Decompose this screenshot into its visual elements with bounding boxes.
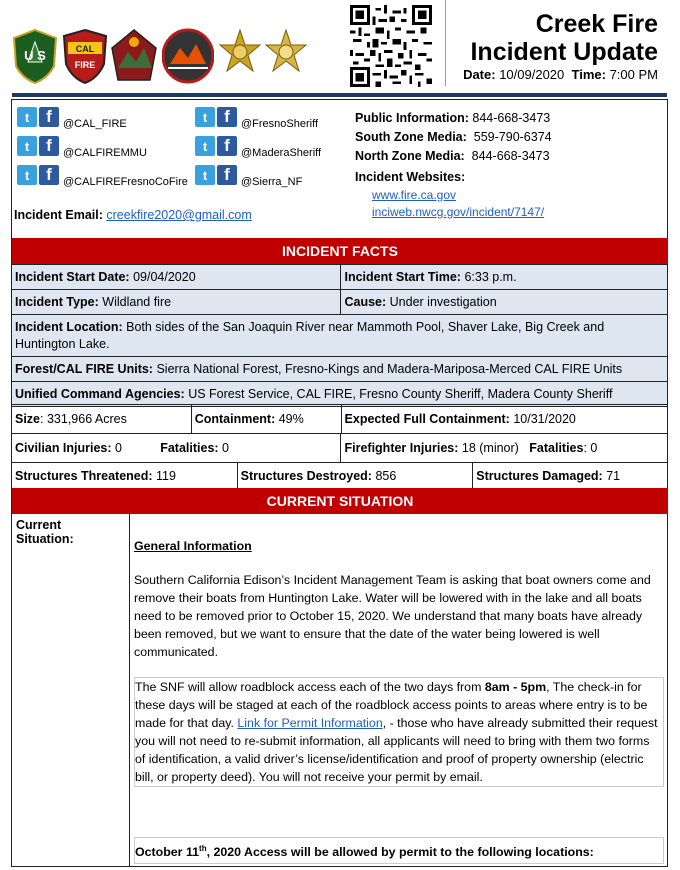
time-value: 7:00 PM — [609, 67, 658, 82]
structures-table — [11, 462, 668, 490]
email-label: Incident Email: — [14, 208, 103, 222]
north-zone-value: 844-668-3473 — [471, 149, 550, 163]
civilian-injuries-label: Civilian Injuries: — [15, 441, 112, 455]
firefighter-injuries-label: Firefighter Injuries: — [344, 441, 459, 455]
website-link-inciweb[interactable] — [372, 205, 544, 219]
social-handle: @CAL_FIRE — [63, 118, 127, 130]
incident-type-label: Incident Type: — [15, 295, 99, 309]
social-calfire-fresno[interactable] — [17, 162, 188, 188]
units-cell — [12, 357, 668, 382]
social-calfiremmu[interactable] — [17, 133, 147, 159]
twitter-icon[interactable]: t — [17, 165, 37, 185]
social-sierra-nf[interactable] — [195, 162, 302, 188]
agency-logos — [12, 28, 312, 86]
size-label: Size — [15, 412, 41, 426]
incident-type-value: Wildland fire — [102, 295, 172, 309]
website-link-text[interactable]: www.fire.ca.gov — [372, 188, 457, 202]
document-subtitle: Incident Update — [470, 38, 658, 66]
facebook-icon[interactable]: f — [39, 165, 59, 185]
south-zone-value: 559-790-6374 — [473, 130, 552, 144]
permit-information-link[interactable]: Link for Permit Information — [237, 716, 383, 730]
structures-destroyed-label: Structures Destroyed: — [240, 469, 372, 483]
location-cell — [12, 315, 668, 357]
start-time-value: 6:33 p.m. — [464, 270, 517, 284]
units-label: Forest/CAL FIRE Units: — [15, 362, 153, 376]
structures-threatened-value: 119 — [156, 469, 176, 483]
civilian-fatalities-value: 0 — [222, 441, 229, 455]
social-handle: @FresnoSheriff — [241, 118, 318, 130]
north-zone-label: North Zone Media: — [355, 149, 465, 163]
sheriff-star-badge-2-icon — [264, 28, 308, 78]
general-information-heading: General Information — [134, 539, 252, 553]
social-handle: @Sierra_NF — [241, 176, 303, 188]
contact-numbers — [355, 109, 552, 166]
para2-hours: 8am - 5pm — [484, 680, 547, 694]
size-value: : 331,966 Acres — [40, 412, 127, 426]
units-value: Sierra National Forest, Fresno-Kings and Madera-Mariposa-Merced CAL FIRE Units — [156, 362, 623, 376]
svg-text:FIRE: FIRE — [74, 60, 96, 70]
situation-label-line1: Current — [16, 518, 62, 532]
start-time-cell — [341, 265, 668, 290]
size-cell — [12, 405, 192, 434]
public-info-value: 844-668-3473 — [472, 111, 551, 125]
agencies-label: Unified Command Agencies: — [15, 387, 185, 401]
incident-websites-label: Incident Websites: — [355, 170, 466, 184]
full-containment-cell — [341, 405, 667, 434]
svg-text:U S: U S — [24, 48, 46, 63]
incident-email — [14, 208, 252, 222]
start-date-label: Incident Start Date: — [15, 270, 130, 284]
website-link-fire-ca-gov[interactable] — [372, 188, 456, 202]
email-link[interactable]: creekfire2020@gmail.com — [106, 208, 252, 222]
full-containment-value: 10/31/2020 — [513, 412, 576, 426]
start-date-cell — [12, 265, 341, 290]
cause-value: Under investigation — [389, 295, 497, 309]
date-label: Date: — [463, 67, 496, 82]
time-label: Time: — [571, 67, 606, 82]
containment-label: Containment: — [194, 412, 276, 426]
date-time-line — [463, 67, 658, 82]
document-title: Creek Fire — [535, 10, 658, 38]
current-situation-label — [12, 514, 130, 867]
civilian-cell — [12, 434, 341, 463]
para2-text-b: , The check-in for these days will be staged at each of the roadblock access points to areas where entry is to be made for that day. — [135, 680, 648, 730]
facebook-icon[interactable]: f — [39, 136, 59, 156]
roadblock-access-paragraph — [134, 677, 664, 787]
structures-threatened-cell — [12, 463, 238, 490]
twitter-icon[interactable]: t — [17, 107, 37, 127]
para2-text-a: The SNF will allow roadblock access each of the two days from — [135, 680, 485, 694]
structures-damaged-value: 71 — [606, 469, 621, 483]
twitter-icon[interactable]: t — [17, 136, 37, 156]
social-handle: @CALFIREFresnoCoFire — [63, 176, 188, 188]
firefighter-cell — [341, 434, 668, 463]
social-fresno-sheriff[interactable] — [195, 104, 318, 130]
sheriff-star-badge-icon — [218, 28, 262, 78]
location-value: Both sides of the San Joaquin River near Mammoth Pool, Shaver Lake, Big Creek and Huntington Lake. — [15, 319, 605, 351]
incident-management-team-patch-icon — [162, 28, 214, 84]
agencies-cell — [12, 382, 668, 407]
containment-cell — [191, 405, 341, 434]
boat-removal-paragraph: Southern California Edison’s Incident Management Team is asking that boat owners come and remove their boats from Huntington Lake. Water will be lowered with in the lake and all boats need to be removed prior to October 15, 2020. We understand that many boats have already been removed, but we want to ensure that the date of the water being lowered is well communicated. — [134, 573, 651, 659]
facebook-icon[interactable]: f — [217, 107, 237, 127]
public-info-label: Public Information: — [355, 111, 469, 125]
firefighter-fatalities-value: : 0 — [583, 441, 598, 455]
size-containment-table — [11, 404, 668, 434]
structures-threatened-label: Structures Threatened: — [15, 469, 153, 483]
para2-text-c: , - those who have already submitted their request you will not need to re-submit information, all applicants will need to bring with them two forms of identification, a valid driver’s license/identification and proof of property ownership (electric bill, or property deed). You will not receive your permit by email. — [135, 716, 658, 784]
facebook-icon[interactable]: f — [39, 107, 59, 127]
twitter-icon[interactable]: t — [195, 107, 215, 127]
facebook-icon[interactable]: f — [217, 136, 237, 156]
structures-damaged-cell — [473, 463, 668, 490]
svg-text:CAL: CAL — [75, 44, 95, 54]
full-containment-label: Expected Full Containment: — [344, 412, 510, 426]
structures-damaged-label: Structures Damaged: — [476, 469, 603, 483]
website-link-text[interactable]: inciweb.nwcg.gov/incident/7147/ — [372, 205, 545, 219]
october-access-heading — [134, 837, 664, 864]
agencies-value: US Forest Service, CAL FIRE, Fresno County Sheriff, Madera County Sheriff — [188, 387, 613, 401]
incident-type-cell — [12, 290, 341, 315]
facebook-icon[interactable]: f — [217, 165, 237, 185]
firefighter-injuries-value: 18 (minor) — [461, 441, 519, 455]
header-divider — [445, 0, 446, 86]
south-zone-label: South Zone Media: — [355, 130, 467, 144]
twitter-icon[interactable]: t — [195, 136, 215, 156]
october-access-text: , 2020 Access will be allowed by permit to the following locations: — [206, 845, 594, 860]
qr-code-icon[interactable] — [350, 5, 432, 87]
injuries-table — [11, 433, 668, 463]
october-date-suffix: th — [199, 844, 207, 853]
structures-destroyed-value: 856 — [375, 469, 397, 483]
civilian-fatalities-label: Fatalities: — [160, 441, 219, 455]
cal-fire-shield-icon — [62, 28, 108, 84]
cause-cell — [341, 290, 668, 315]
incident-facts-table — [11, 264, 668, 407]
date-value: 10/09/2020 — [499, 67, 565, 82]
structures-destroyed-cell — [237, 463, 473, 490]
firefighter-fatalities-label: Fatalities — [529, 441, 584, 455]
forest-service-shield-icon — [12, 28, 58, 84]
social-cal-fire[interactable] — [17, 104, 127, 130]
header-rule — [12, 93, 667, 97]
sierra-national-forest-patch-icon — [110, 28, 158, 84]
start-time-label: Incident Start Time: — [344, 270, 461, 284]
civilian-injuries-value: 0 — [115, 441, 122, 455]
situation-label-line2: Situation: — [16, 532, 74, 546]
social-handle: @CALFIREMMU — [63, 147, 147, 159]
october-date: October 11 — [135, 845, 200, 860]
social-handle: @MaderaSheriff — [241, 147, 322, 159]
start-date-value: 09/04/2020 — [133, 270, 196, 284]
location-label: Incident Location: — [15, 319, 123, 334]
social-madera-sheriff[interactable] — [195, 133, 321, 159]
current-situation-heading: CURRENT SITUATION — [12, 488, 668, 514]
containment-value: 49% — [278, 412, 304, 426]
cause-label: Cause: — [344, 295, 387, 309]
incident-facts-heading: INCIDENT FACTS — [12, 238, 668, 264]
twitter-icon[interactable]: t — [195, 165, 215, 185]
